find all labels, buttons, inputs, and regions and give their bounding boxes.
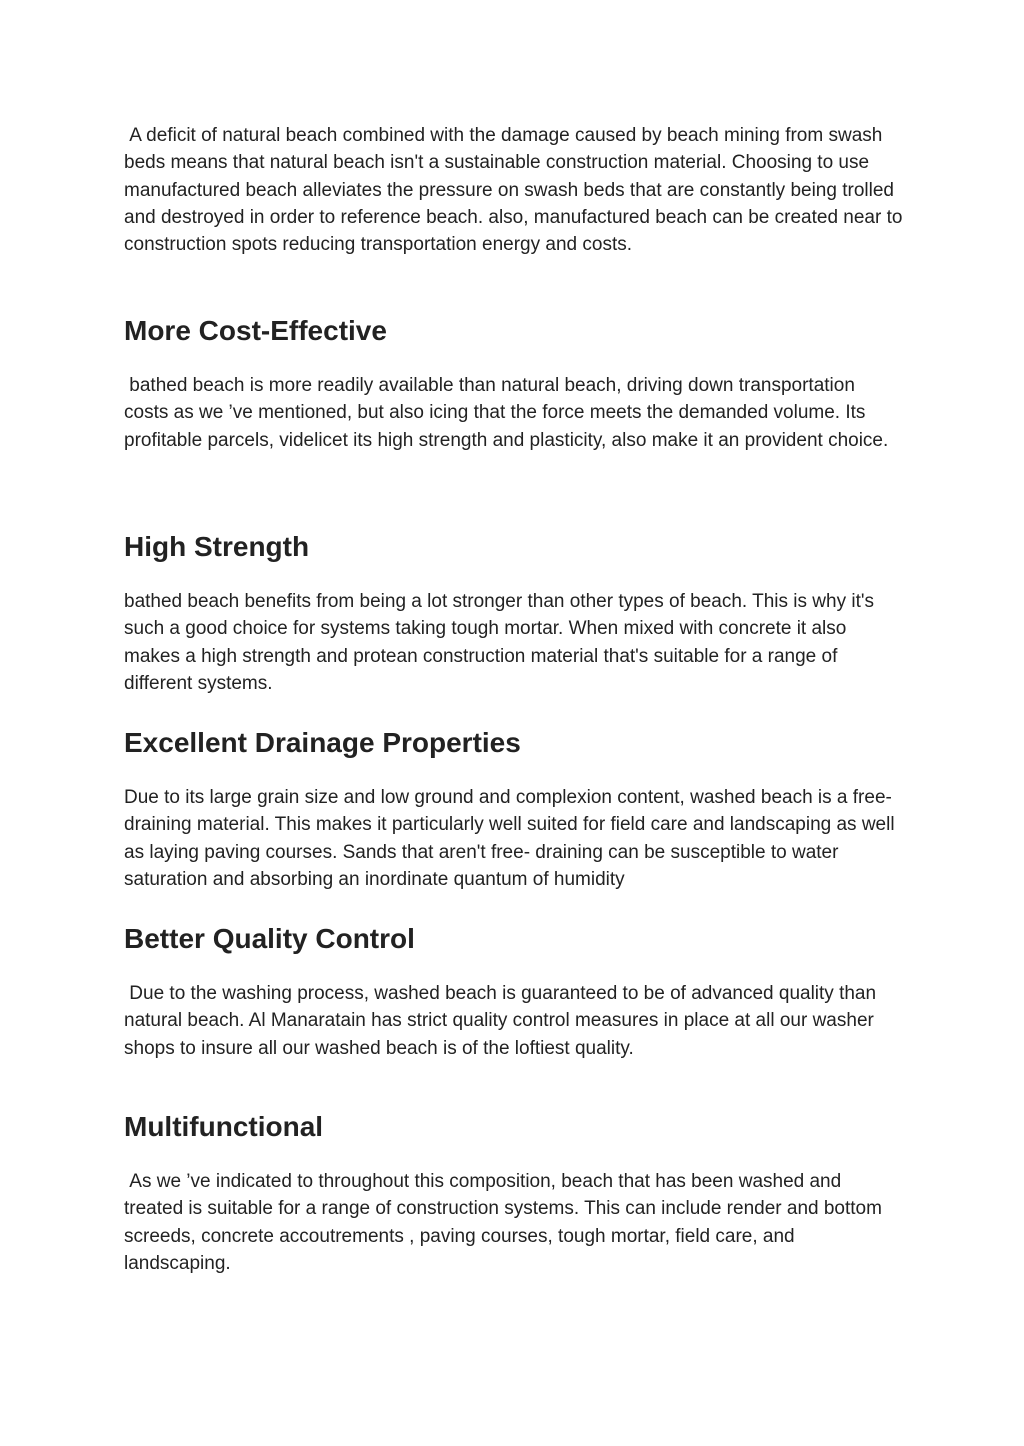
paragraph-excellent-drainage-properties: Due to its large grain size and low ground and complexion content, washed beach is a free- draining material. This makes it particularly well suited for field care and landscaping as well as laying paving courses. Sands that aren't free- draining can be susceptible to water saturation and absorbing an inordinate quantum of humidity [124, 787, 900, 890]
paragraph-multifunctional: As we ’ve indicated to throughout this composition, beach that has been washed and treated is suitable for a range of construction systems. This can include render and bottom screeds, concrete accoutrements , paving courses, tough mortar, field care, and landscaping. [124, 1171, 888, 1274]
heading-more-cost-effective: More Cost-Effective [124, 315, 387, 346]
heading-better-quality-control: Better Quality Control [124, 923, 415, 954]
intro-paragraph: A deficit of natural beach combined with the damage caused by beach mining from swash beds means that natural beach isn't a sustainable construction material. Choosing to use manufactured beach alleviates the pressure on swash beds that are constantly being trolled and destroyed in order to reference beach. also, manufactured beach can be created near to construction spots reducing transportation energy and costs. [124, 125, 908, 256]
paragraph-better-quality-control: Due to the washing process, washed beach is guaranteed to be of advanced quality than natural beach. Al Manaratain has strict quality control measures in place at all our washer shops to insure all our washed beach is of the loftiest quality. [124, 983, 882, 1059]
heading-excellent-drainage-properties: Excellent Drainage Properties [124, 727, 521, 758]
paragraph-high-strength: bathed beach benefits from being a lot stronger than other types of beach. This is why it's such a good choice for systems taking tough mortar. When mixed with concrete it also makes a high strength and protean construction material that's suitable for a range of different systems. [124, 591, 880, 694]
heading-high-strength: High Strength [124, 531, 310, 562]
paragraph-more-cost-effective: bathed beach is more readily available than natural beach, driving down transportation costs as we ’ve mentioned, but also icing that the force meets the demanded volume. Its profitable parcels, videlicet its high strength and plasticity, also make it an provident choice. [124, 375, 889, 451]
heading-multifunctional: Multifunctional [124, 1111, 324, 1142]
